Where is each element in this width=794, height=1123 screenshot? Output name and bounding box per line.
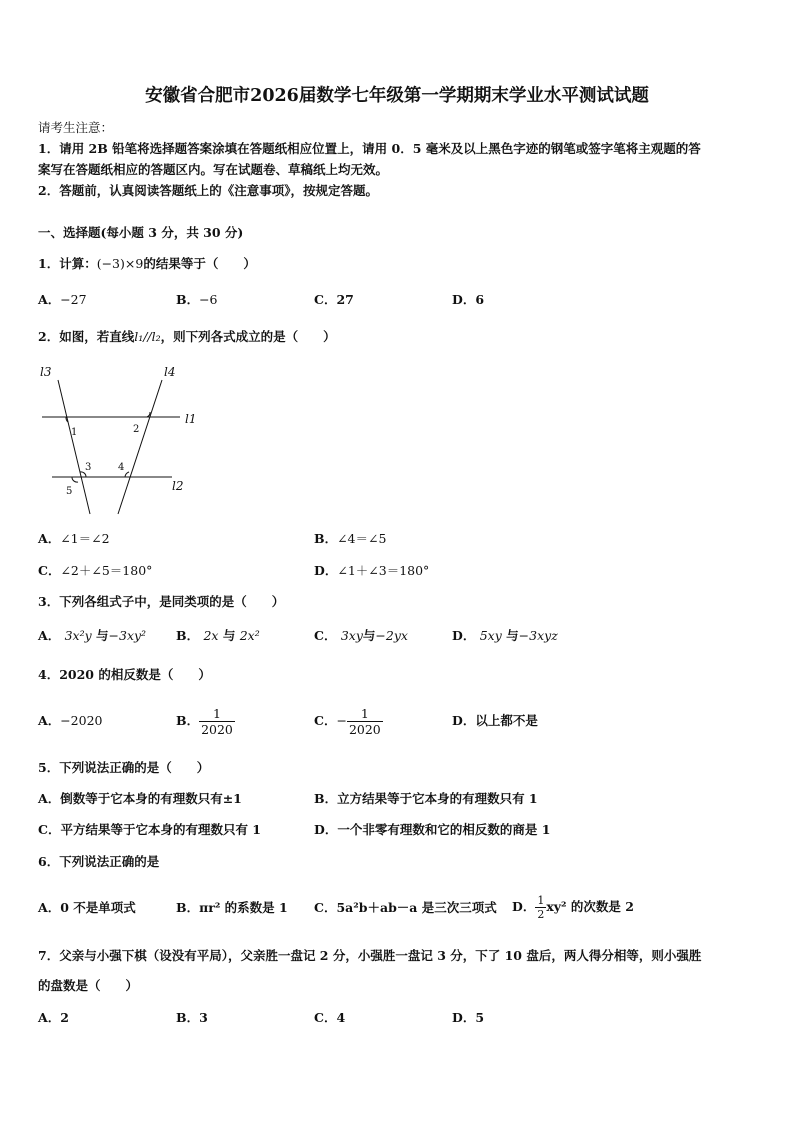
q1-prefix: 1．计算： xyxy=(38,256,97,271)
q2-option-d: D．∠1＋∠3＝180° xyxy=(314,563,430,578)
line-l4 xyxy=(118,380,162,514)
q3-option-a: A． 3x²y 与−3xy² xyxy=(38,628,147,643)
q5-option-a: A．倒数等于它本身的有理数只有±1 xyxy=(38,791,242,806)
q4-fraction-c: $\frac{1}{2020}$ xyxy=(348,705,381,737)
label-l2: l2 xyxy=(172,479,184,493)
q3-option-b: B． 2x 与 2x² xyxy=(176,628,260,643)
q5-option-b: B．立方结果等于它本身的有理数只有 1 xyxy=(314,791,538,806)
section-heading: 一、选择题(每小题 3 分，共 30 分) xyxy=(38,225,244,240)
notice-heading: 请考生注意： xyxy=(38,120,114,135)
question-5-stem: 5．下列说法正确的是（ ） xyxy=(38,760,210,775)
label-l4: l4 xyxy=(164,365,176,379)
page-title: 安徽省合肥市2026届数学七年级第一学期期末学业水平测试试题 xyxy=(145,86,649,106)
label-l3: l3 xyxy=(40,365,52,379)
q7-option-a: A．2 xyxy=(38,1010,69,1025)
notice-item-1-cont: 案写在答题纸相应的答题区内。写在试题卷、草稿纸上均无效。 xyxy=(38,162,389,177)
q2-option-c: C．∠2＋∠5＝180° xyxy=(38,563,153,578)
q3-option-c: C． 3xy与−2yx xyxy=(314,628,408,643)
angle-5-arc xyxy=(72,477,78,482)
q4-option-a: A．−2020 xyxy=(38,713,103,728)
q6-option-a: A．0 不是单项式 xyxy=(38,900,136,915)
q6-option-d: D． $\frac{1}{2}$ xy² 的次数是 2 xyxy=(512,894,634,921)
q2-prefix: 2．如图，若直线 xyxy=(38,329,135,344)
q2-suffix: ，则下列各式成立的是（ ） xyxy=(160,329,336,344)
notice-item-2: 2．答题前，认真阅读答题纸上的《注意事项》，按规定答题。 xyxy=(38,183,378,198)
question-4-stem: 4．2020 的相反数是（ ） xyxy=(38,667,211,682)
angle-2-arc xyxy=(147,412,150,417)
q1-suffix: 的结果等于（ ） xyxy=(143,256,256,271)
label-angle-1: 1 xyxy=(71,427,78,438)
q4-option-c: C．− $\frac{1}{2020}$ xyxy=(314,705,381,737)
question-6-stem: 6．下列说法正确的是 xyxy=(38,854,160,869)
question-1-stem xyxy=(38,256,256,272)
q1-option-d: D．6 xyxy=(452,292,485,307)
q4-option-d: D．以上都不是 xyxy=(452,713,538,728)
label-angle-5: 5 xyxy=(66,486,73,497)
q2-option-a: A．∠1＝∠2 xyxy=(38,531,110,546)
question-7-stem-cont: 的盘数是（ ） xyxy=(38,978,139,993)
q2-expression: l₁//l₂ xyxy=(134,329,161,344)
q7-option-d: D．5 xyxy=(452,1010,485,1025)
question-7-stem: 7．父亲与小强下棋（设没有平局），父亲胜一盘记 2 分，小强胜一盘记 3 分，下了 10 盘后，两人得分相等，则小强胜 xyxy=(38,948,702,963)
q1-option-a: A．−27 xyxy=(38,292,87,307)
line-l3 xyxy=(58,380,90,514)
q4-fraction-b: $\frac{1}{2020}$ xyxy=(201,705,233,737)
q7-option-c: C．4 xyxy=(314,1010,346,1025)
notice-item-1: 1．请用 2B 铅笔将选择题答案涂填在答题纸相应位置上，请用 0．5 毫米及以上黑色字迹的钢笔或签字笔将主观题的答 xyxy=(38,141,701,156)
q3-option-d: D． 5xy 与−3xyz xyxy=(452,628,558,643)
q5-option-c: C．平方结果等于它本身的有理数只有 1 xyxy=(38,822,262,837)
q4-option-b: B． $\frac{1}{2020}$ xyxy=(176,705,233,737)
angle-4-arc xyxy=(125,472,129,477)
question-2-stem xyxy=(38,329,336,345)
q6-option-c: C．5a²b＋ab－a 是三次三项式 xyxy=(314,900,497,915)
q6-option-b: B．πr² 的系数是 1 xyxy=(176,900,288,915)
label-angle-4: 4 xyxy=(118,462,125,473)
parallel-lines-figure xyxy=(30,358,210,520)
q2-option-b: B．∠4＝∠5 xyxy=(314,531,387,546)
q6-fraction-d: $\frac{1}{2}$ xyxy=(537,894,545,921)
label-angle-2: 2 xyxy=(133,424,140,435)
label-angle-3: 3 xyxy=(85,462,92,473)
q1-option-b: B．−6 xyxy=(176,292,218,307)
label-l1: l1 xyxy=(185,412,197,426)
question-3-stem: 3．下列各组式子中，是同类项的是（ ） xyxy=(38,594,285,609)
q7-option-b: B．3 xyxy=(176,1010,208,1025)
q1-expression: (−3)×9 xyxy=(96,256,144,271)
q5-option-d: D．一个非零有理数和它的相反数的商是 1 xyxy=(314,822,551,837)
q1-option-c: C．27 xyxy=(314,292,354,307)
